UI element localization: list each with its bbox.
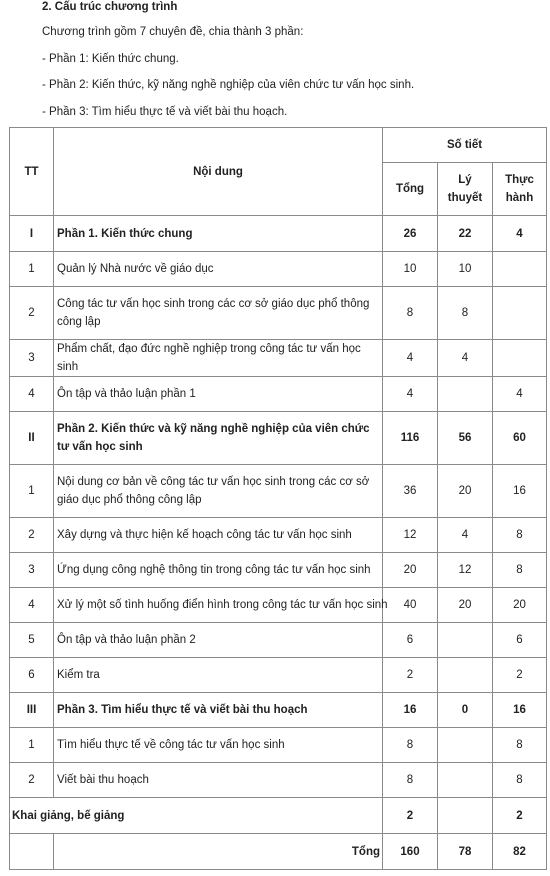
row-tt: 1 xyxy=(10,728,54,763)
table-row xyxy=(10,728,547,763)
row-thuc-hanh: 4 xyxy=(493,377,547,412)
header-tt: TT xyxy=(10,128,54,216)
row-tong: 2 xyxy=(383,658,438,693)
row-tong: 4 xyxy=(383,340,438,377)
opening-ly-thuyet xyxy=(438,798,493,834)
row-ly-thuyet: 20 xyxy=(438,465,493,518)
table-row xyxy=(10,658,547,693)
table-row xyxy=(10,518,547,553)
row-ly-thuyet xyxy=(438,623,493,658)
row-ly-thuyet: 56 xyxy=(438,412,493,465)
row-tt: 3 xyxy=(10,553,54,588)
row-tt: 5 xyxy=(10,623,54,658)
row-tong: 8 xyxy=(383,287,438,340)
total-blank-cell xyxy=(10,834,54,870)
row-thuc-hanh: 8 xyxy=(493,728,547,763)
table-row xyxy=(10,553,547,588)
table-row xyxy=(10,588,547,623)
row-thuc-hanh: 8 xyxy=(493,763,547,798)
row-tong: 4 xyxy=(383,377,438,412)
table-row xyxy=(10,412,547,465)
opening-tong: 2 xyxy=(383,798,438,834)
row-ly-thuyet xyxy=(438,728,493,763)
row-tt: 2 xyxy=(10,518,54,553)
row-ly-thuyet: 8 xyxy=(438,287,493,340)
row-tong: 36 xyxy=(383,465,438,518)
row-content: Kiểm tra xyxy=(54,658,383,693)
opening-closing-label: Khai giảng, bế giảng xyxy=(10,798,383,834)
row-thuc-hanh xyxy=(493,287,547,340)
row-content: Phẩm chất, đạo đức nghề nghiệp trong công tác tư vấn học sinh xyxy=(54,340,383,377)
row-tt: 3 xyxy=(10,340,54,377)
row-tong: 8 xyxy=(383,763,438,798)
header-noi-dung: Nội dung xyxy=(54,128,383,216)
row-content: Phần 3. Tìm hiểu thực tế và viết bài thu hoạch xyxy=(54,693,383,728)
row-tt: 1 xyxy=(10,465,54,518)
row-thuc-hanh: 6 xyxy=(493,623,547,658)
row-content: Tìm hiểu thực tế về công tác tư vấn học sinh xyxy=(54,728,383,763)
total-row xyxy=(10,834,547,870)
opening-closing-row xyxy=(10,798,547,834)
row-tong: 12 xyxy=(383,518,438,553)
row-thuc-hanh xyxy=(493,252,547,287)
row-content: Phần 1. Kiến thức chung xyxy=(54,216,383,252)
row-thuc-hanh: 60 xyxy=(493,412,547,465)
intro-section xyxy=(0,0,550,125)
row-tong: 116 xyxy=(383,412,438,465)
row-tt: III xyxy=(10,693,54,728)
row-tong: 26 xyxy=(383,216,438,252)
row-tt: 6 xyxy=(10,658,54,693)
row-ly-thuyet: 4 xyxy=(438,340,493,377)
table-row xyxy=(10,340,547,377)
row-tt: 1 xyxy=(10,252,54,287)
row-content: Quản lý Nhà nước về giáo dục xyxy=(54,252,383,287)
intro-text: Chương trình gồm 7 chuyên đề, chia thành 3 phần: xyxy=(42,26,304,38)
part-2-text: - Phần 2: Kiến thức, kỹ năng nghề nghiệp của viên chức tư vấn học sinh. xyxy=(42,79,415,91)
header-ly-thuyet: Lý thuyết xyxy=(438,163,493,216)
header-tong: Tổng xyxy=(383,163,438,216)
row-tong: 20 xyxy=(383,553,438,588)
row-thuc-hanh: 16 xyxy=(493,465,547,518)
row-content: Ôn tập và thảo luận phần 2 xyxy=(54,623,383,658)
row-tong: 6 xyxy=(383,623,438,658)
table-row xyxy=(10,693,547,728)
part-1-text: - Phần 1: Kiến thức chung. xyxy=(42,52,179,65)
row-tong: 10 xyxy=(383,252,438,287)
total-tong: 160 xyxy=(383,834,438,870)
row-ly-thuyet xyxy=(438,763,493,798)
row-content: Ôn tập và thảo luận phần 1 xyxy=(54,377,383,412)
section-heading: 2. Cấu trúc chương trình xyxy=(42,1,178,13)
row-content: Phần 2. Kiến thức và kỹ năng nghề nghiệp của viên chức tư vấn học sinh xyxy=(54,412,383,465)
row-content: Ứng dụng công nghệ thông tin trong công tác tư vấn học sinh xyxy=(54,553,383,588)
row-tong: 40 xyxy=(383,588,438,623)
table-row xyxy=(10,763,547,798)
header-thuc-hanh: Thực hành xyxy=(493,163,547,216)
row-ly-thuyet: 4 xyxy=(438,518,493,553)
row-tt: 4 xyxy=(10,377,54,412)
row-ly-thuyet: 0 xyxy=(438,693,493,728)
row-ly-thuyet: 12 xyxy=(438,553,493,588)
row-tt: II xyxy=(10,412,54,465)
row-tt: I xyxy=(10,216,54,252)
row-tt: 2 xyxy=(10,287,54,340)
row-tt: 4 xyxy=(10,588,54,623)
total-label: Tổng xyxy=(54,834,383,870)
row-ly-thuyet: 10 xyxy=(438,252,493,287)
row-tong: 8 xyxy=(383,728,438,763)
row-tt: 2 xyxy=(10,763,54,798)
row-ly-thuyet xyxy=(438,377,493,412)
row-thuc-hanh xyxy=(493,340,547,377)
row-ly-thuyet: 20 xyxy=(438,588,493,623)
row-content: Công tác tư vấn học sinh trong các cơ sở giáo dục phổ thông công lập xyxy=(54,287,383,340)
row-content: Nội dung cơ bản về công tác tư vấn học sinh trong các cơ sở giáo dục phổ thông công lập xyxy=(54,465,383,518)
total-ly-thuyet: 78 xyxy=(438,834,493,870)
table-row xyxy=(10,252,547,287)
row-ly-thuyet: 22 xyxy=(438,216,493,252)
table-row xyxy=(10,287,547,340)
table-row xyxy=(10,377,547,412)
row-ly-thuyet xyxy=(438,658,493,693)
header-so-tiet: Số tiết xyxy=(383,128,547,163)
program-structure-table xyxy=(9,127,547,870)
row-content: Xây dựng và thực hiện kế hoạch công tác tư vấn học sinh xyxy=(54,518,383,553)
row-thuc-hanh: 2 xyxy=(493,658,547,693)
row-thuc-hanh: 4 xyxy=(493,216,547,252)
table-row xyxy=(10,465,547,518)
row-thuc-hanh: 8 xyxy=(493,553,547,588)
total-thuc-hanh: 82 xyxy=(493,834,547,870)
row-thuc-hanh: 8 xyxy=(493,518,547,553)
row-content: Viết bài thu hoạch xyxy=(54,763,383,798)
row-content: Xử lý một số tình huống điển hình trong công tác tư vấn học sinh xyxy=(54,588,383,623)
row-thuc-hanh: 20 xyxy=(493,588,547,623)
table-row xyxy=(10,216,547,252)
table-row xyxy=(10,623,547,658)
row-tong: 16 xyxy=(383,693,438,728)
row-thuc-hanh: 16 xyxy=(493,693,547,728)
part-3-text: - Phần 3: Tìm hiểu thực tế và viết bài thu hoạch. xyxy=(42,105,288,118)
opening-thuc-hanh: 2 xyxy=(493,798,547,834)
table-body xyxy=(10,216,547,870)
